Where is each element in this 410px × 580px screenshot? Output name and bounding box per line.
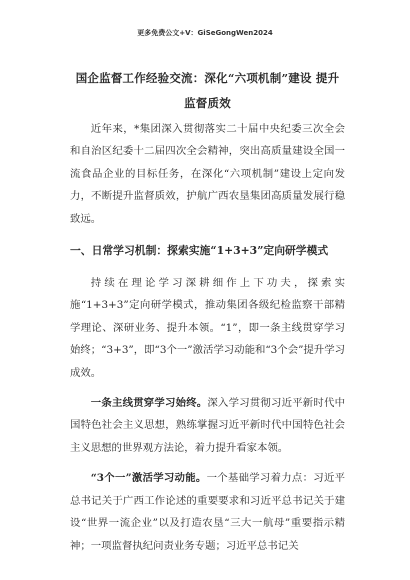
document-title: 国企监督工作经验交流：深化“六项机制”建设 提升监督质效 xyxy=(75,71,340,110)
section-one-paragraph: 持续在理论学习深耕细作上下功夫，探索实施“1+3+3”定向研学模式，推动集团各级纪检监察干部精学理论、深研业务、提升本领。“1”，即一条主线贯穿学习始终；“3+3”，即“3个一”激活学习动能和“3个会”提升学习成效。 xyxy=(70,277,345,379)
main-line-lead: 一条主线贯穿学习始终。 xyxy=(90,397,208,410)
main-line-paragraph xyxy=(70,392,345,459)
intro-paragraph: 近年来，*集团深入贯彻落实二十届中央纪委三次全会和自治区纪委十二届四次全会精神，突出高质量建设全国一流食品企业的目标任务，在深化“六项机制”建设上定向发力，不断提升监督质效，护航广西农垦集团高质量发展行稳致远。 xyxy=(70,123,345,225)
section-one-heading: 一、日常学习机制：探索实施“1+3+3”定向研学模式 xyxy=(70,244,329,258)
header-watermark-text: 更多免费公文+V：GiSeGongWen2024 xyxy=(137,29,273,37)
three-ones-paragraph xyxy=(70,467,345,557)
document-body xyxy=(70,118,345,557)
main-line-body: 深入学习贯彻习近平新时代中国特色社会主义思想，熟练掌握习近平新时代中国特色社会主义思想的世界观方法论，着力提升看家本领。 xyxy=(70,397,346,454)
three-ones-lead: “3个一”激活学习动能。 xyxy=(90,472,207,485)
three-ones-body: 一个基础学习着力点：习近平总书记关于广西工作论述的重要要求和习近平总书记关于建设“世界一流企业”以及打造农垦“三大一航母”重要指示精神；一项监督执纪问责业务专题；习近平总书记关 xyxy=(70,472,346,552)
